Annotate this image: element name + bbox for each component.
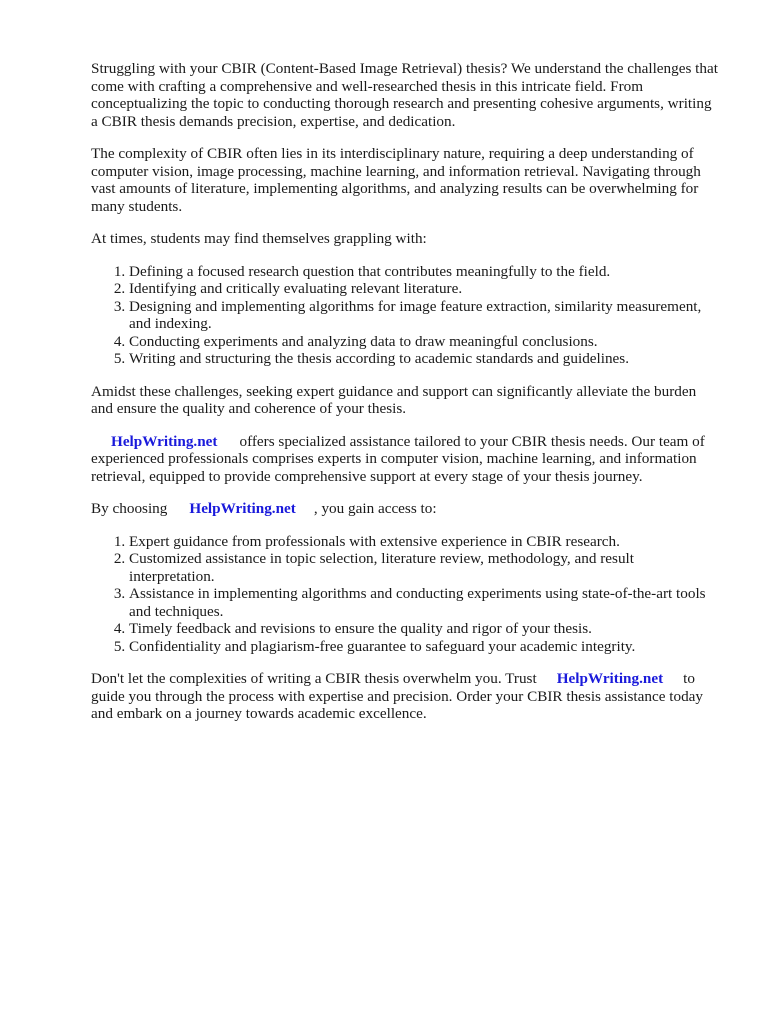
offer-paragraph	[91, 433, 721, 486]
choosing-paragraph	[91, 500, 721, 518]
document-page	[91, 60, 721, 738]
offer-text: offers specialized assistance tailored to your CBIR thesis needs. Our team of experienced professionals comprises experts in computer vision, machine learning, and information retrieval, equipped to provide comprehensive support at every stage of your thesis journey.	[91, 432, 705, 485]
list-item: 5. Confidentiality and plagiarism-free guarantee to safeguard your academic integrity.	[129, 638, 721, 656]
amidst-paragraph: Amidst these challenges, seeking expert guidance and support can significantly alleviate the burden and ensure the quality and coherence of your thesis.	[91, 382, 697, 417]
closing-suffix: to guide you through the process with expertise and precision. Order your CBIR thesis assistance today and embark on a journey towards academic excellence.	[91, 670, 704, 722]
list-item: 1. Expert guidance from professionals with extensive experience in CBIR research.	[129, 533, 721, 551]
challenges-list	[91, 263, 721, 368]
list-item: 2. Identifying and critically evaluating relevant literature.	[129, 280, 721, 298]
challenges-intro: At times, students may find themselves grappling with:	[91, 230, 427, 247]
list-item: 1. Defining a focused research question that contributes meaningfully to the field.	[129, 263, 721, 281]
helpwriting-link[interactable]: HelpWriting.net	[111, 432, 218, 450]
helpwriting-link[interactable]: HelpWriting.net	[189, 500, 296, 517]
list-item: 3. Designing and implementing algorithms for image feature extraction, similarity measurement, and indexing.	[129, 298, 721, 333]
choosing-prefix: By choosing	[91, 500, 168, 517]
list-item: 5. Writing and structuring the thesis according to academic standards and guidelines.	[129, 350, 721, 368]
list-item: 4. Timely feedback and revisions to ensure the quality and rigor of your thesis.	[129, 620, 721, 638]
benefits-list	[91, 533, 721, 656]
choosing-suffix: , you gain access to:	[313, 500, 437, 517]
complexity-paragraph: The complexity of CBIR often lies in its interdisciplinary nature, requiring a deep understanding of computer vision, image processing, machine learning, and information retrieval. Navigating through vast amounts of literature, implementing algorithms, and analyzing results can be overwhelming for many students.	[91, 145, 701, 215]
list-item: 4. Conducting experiments and analyzing data to draw meaningful conclusions.	[129, 333, 721, 351]
helpwriting-link[interactable]: HelpWriting.net	[556, 670, 664, 687]
list-item: 3. Assistance in implementing algorithms and conducting experiments using state-of-the-art tools and techniques.	[129, 585, 721, 620]
closing-paragraph	[91, 670, 721, 723]
closing-prefix: Don't let the complexities of writing a CBIR thesis overwhelm you. Trust	[91, 670, 537, 687]
list-item: 2. Customized assistance in topic selection, literature review, methodology, and result interpretation.	[129, 550, 721, 585]
intro-paragraph: Struggling with your CBIR (Content-Based Image Retrieval) thesis? We understand the challenges that come with crafting a comprehensive and well-researched thesis in this intricate field. From conceptualizing the topic to conducting thorough research and presenting cohesive arguments, writing a CBIR thesis demands precision, expertise, and dedication.	[91, 60, 718, 130]
